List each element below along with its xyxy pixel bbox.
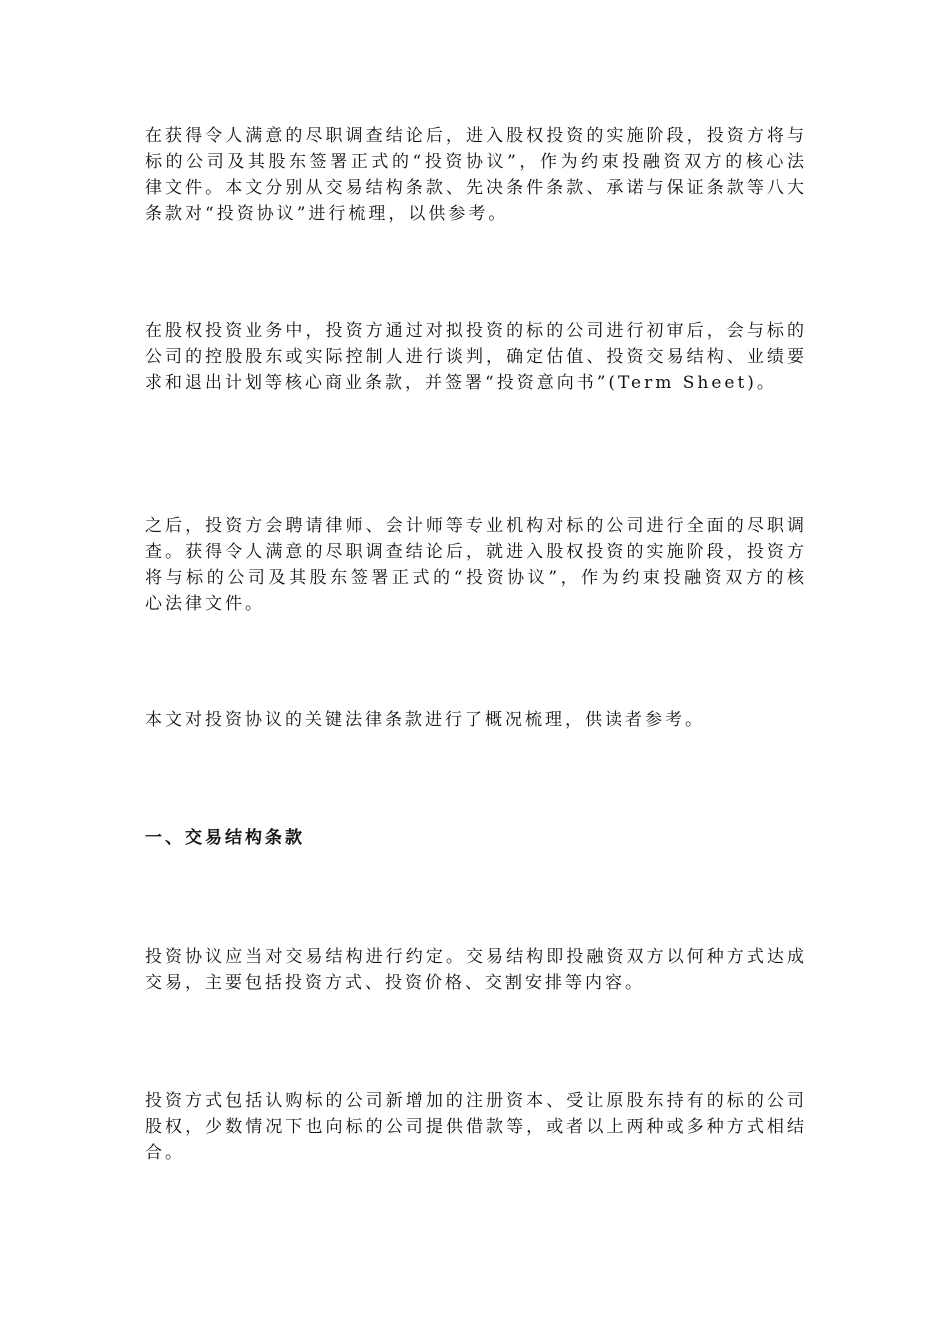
intro-paragraph-1: 在获得令人满意的尽职调查结论后，进入股权投资的实施阶段，投资方将与标的公司及其股东签署正式的“投资协议”，作为约束投融资双方的核心法律文件。本文分别从交易结构条款、先决条件条款、承诺与保证条款等八大条款对“投资协议”进行梳理，以供参考。 [145, 126, 807, 224]
section-paragraph-2: 投资方式包括认购标的公司新增加的注册资本、受让原股东持有的标的公司股权，少数情况下也向标的公司提供借款等，或者以上两种或多种方式相结合。 [145, 1091, 807, 1163]
intro-paragraph-3: 之后，投资方会聘请律师、会计师等专业机构对标的公司进行全面的尽职调查。获得令人满意的尽职调查结论后，就进入股权投资的实施阶段，投资方将与标的公司及其股东签署正式的“投资协议”，作为约束投融资双方的核心法律文件。 [145, 516, 807, 614]
section-heading: 一、交易结构条款 [145, 828, 305, 848]
intro-paragraph-4: 本文对投资协议的关键法律条款进行了概况梳理，供读者参考。 [145, 710, 705, 730]
section-paragraph-1: 投资协议应当对交易结构进行约定。交易结构即投融资双方以何种方式达成交易，主要包括投资方式、投资价格、交割安排等内容。 [145, 947, 807, 993]
intro-paragraph-2: 在股权投资业务中，投资方通过对拟投资的标的公司进行初审后，会与标的公司的控股股东或实际控制人进行谈判，确定估值、投资交易结构、业绩要求和退出计划等核心商业条款，并签署“投资意向书”(Term Sheet)。 [145, 321, 807, 393]
